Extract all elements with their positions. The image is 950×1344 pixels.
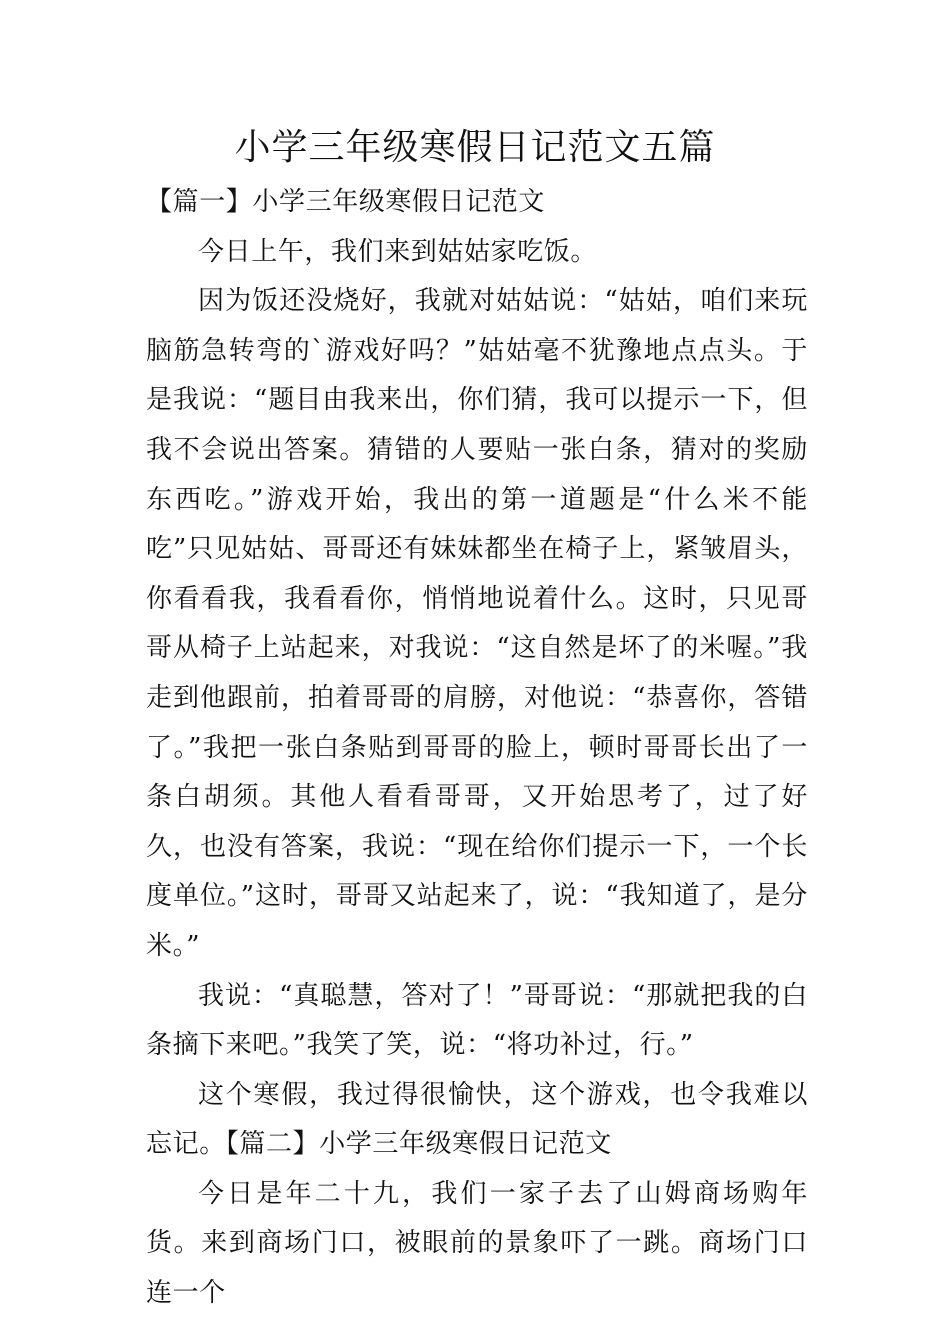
paragraph-5: 今日是年二十九，我们一家子去了山姆商场购年货。来到商场门口，被眼前的景象吓了一跳。商场门口连一个 [146,1178,808,1309]
paragraph-2: 因为饭还没烧好，我就对姑姑说：“姑姑，咱们来玩脑筋急转弯的`游戏好吗？”姑姑毫不犹豫地点点头。于是我说：“题目由我来出，你们猜，我可以提示一下，但我不会说出答案。猜错的人要贴一张白条，猜对的奖励东西吃。”游戏开始，我出的第一道题是“什么米不能吃”只见姑姑、哥哥还有妹妹都坐在椅子上，紧皱眉头，你看看我，我看看你，悄悄地说着什么。这时，只见哥哥从椅子上站起来，对我说：“这自然是坏了的米喔。”我走到他跟前，拍着哥哥的肩膀，对他说：“恭喜你，答错了。”我把一张白条贴到哥哥的脸上，顿时哥哥长出了一条白胡须。其他人看看哥哥，又开始思考了，过了好久，也没有答案，我说：“现在给你们提示一下，一个长度单位。”这时，哥哥又站起来了，说：“我知道了，是分米。” [146,286,808,961]
paragraph-3: 我说：“真聪慧，答对了！”哥哥说：“那就把我的白条摘下来吧。”我笑了笑，说：“将功补过，行。” [146,980,808,1061]
paragraph-4: 这个寒假，我过得很愉快，这个游戏，也令我难以忘记。【篇二】小学三年级寒假日记范文 [146,1079,808,1160]
paragraph-1: 今日上午，我们来到姑姑家吃饭。 [198,236,598,267]
document-title: 小学三年级寒假日记范文五篇 [234,127,716,168]
document-body [146,178,808,1319]
section-heading-one: 【篇一】小学三年级寒假日记范文 [146,187,546,217]
